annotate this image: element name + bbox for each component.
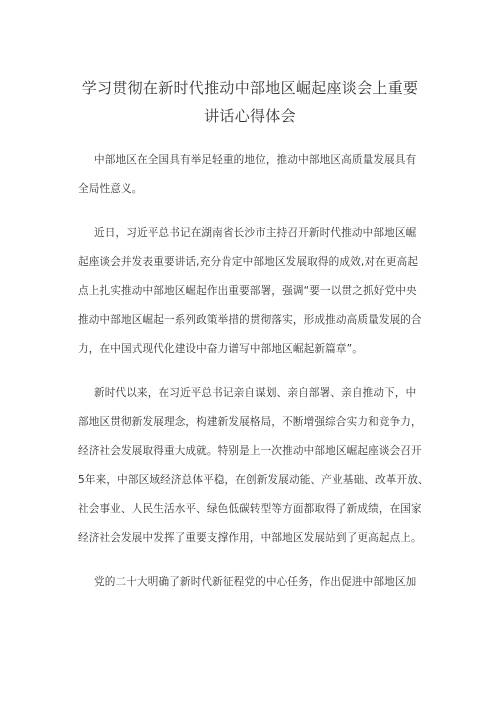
paragraph-3-line-2: 部地区贯彻新发展理念，构建新发展格局，不断增强综合实力和竞争力，	[78, 416, 422, 428]
document-title-line-2: 讲话心得体会	[204, 107, 296, 125]
paragraph-1-line-1: 中部地区在全国具有举足轻重的地位，推动中部地区高质量发展具有	[94, 154, 417, 166]
paragraph-1-line-2: 全局性意义。	[78, 183, 143, 195]
paragraph-4-line-1: 党的二十大明确了新时代新征程党的中心任务，作出促进中部地区加	[94, 576, 417, 588]
document-title-line-1: 学习贯彻在新时代推动中部地区崛起座谈会上重要	[81, 79, 419, 97]
paragraph-3-line-1: 新时代以来，在习近平总书记亲自谋划、亲自部署、亲自推动下，中	[94, 387, 417, 399]
paragraph-2-line-4: 推动中部地区崛起一系列政策举措的贯彻落实，形成推动高质量发展的合	[78, 314, 422, 326]
paragraph-2-line-1: 近日，习近平总书记在湖南省长沙市主持召开新时代推动中部地区崛	[94, 227, 417, 239]
paragraph-3-line-3: 经济社会发展取得重大成就。特别是上一次推动中部地区崛起座谈会召开	[78, 445, 422, 457]
paragraph-3-line-5: 社会事业、人民生活水平、绿色低碳转型等方面都取得了新成绩，在国家	[78, 503, 422, 515]
paragraph-2-line-5: 力，在中国式现代化建设中奋力谱写中部地区崛起新篇章”。	[78, 343, 363, 355]
paragraph-2-line-3: 点上扎实推动中部地区崛起作出重要部署，强调“要一以贯之抓好党中央	[78, 285, 417, 297]
paragraph-2-line-2: 起座谈会并发表重要讲话,充分肯定中部地区发展取得的成效,对在更高起	[78, 256, 419, 268]
paragraph-3-line-4: 5年来，中部区域经济总体平稳，在创新发展动能、产业基础、改革开放、	[78, 474, 429, 486]
paragraph-3-line-6: 经济社会发展中发挥了重要支撑作用，中部地区发展站到了更高起点上。	[78, 532, 422, 544]
